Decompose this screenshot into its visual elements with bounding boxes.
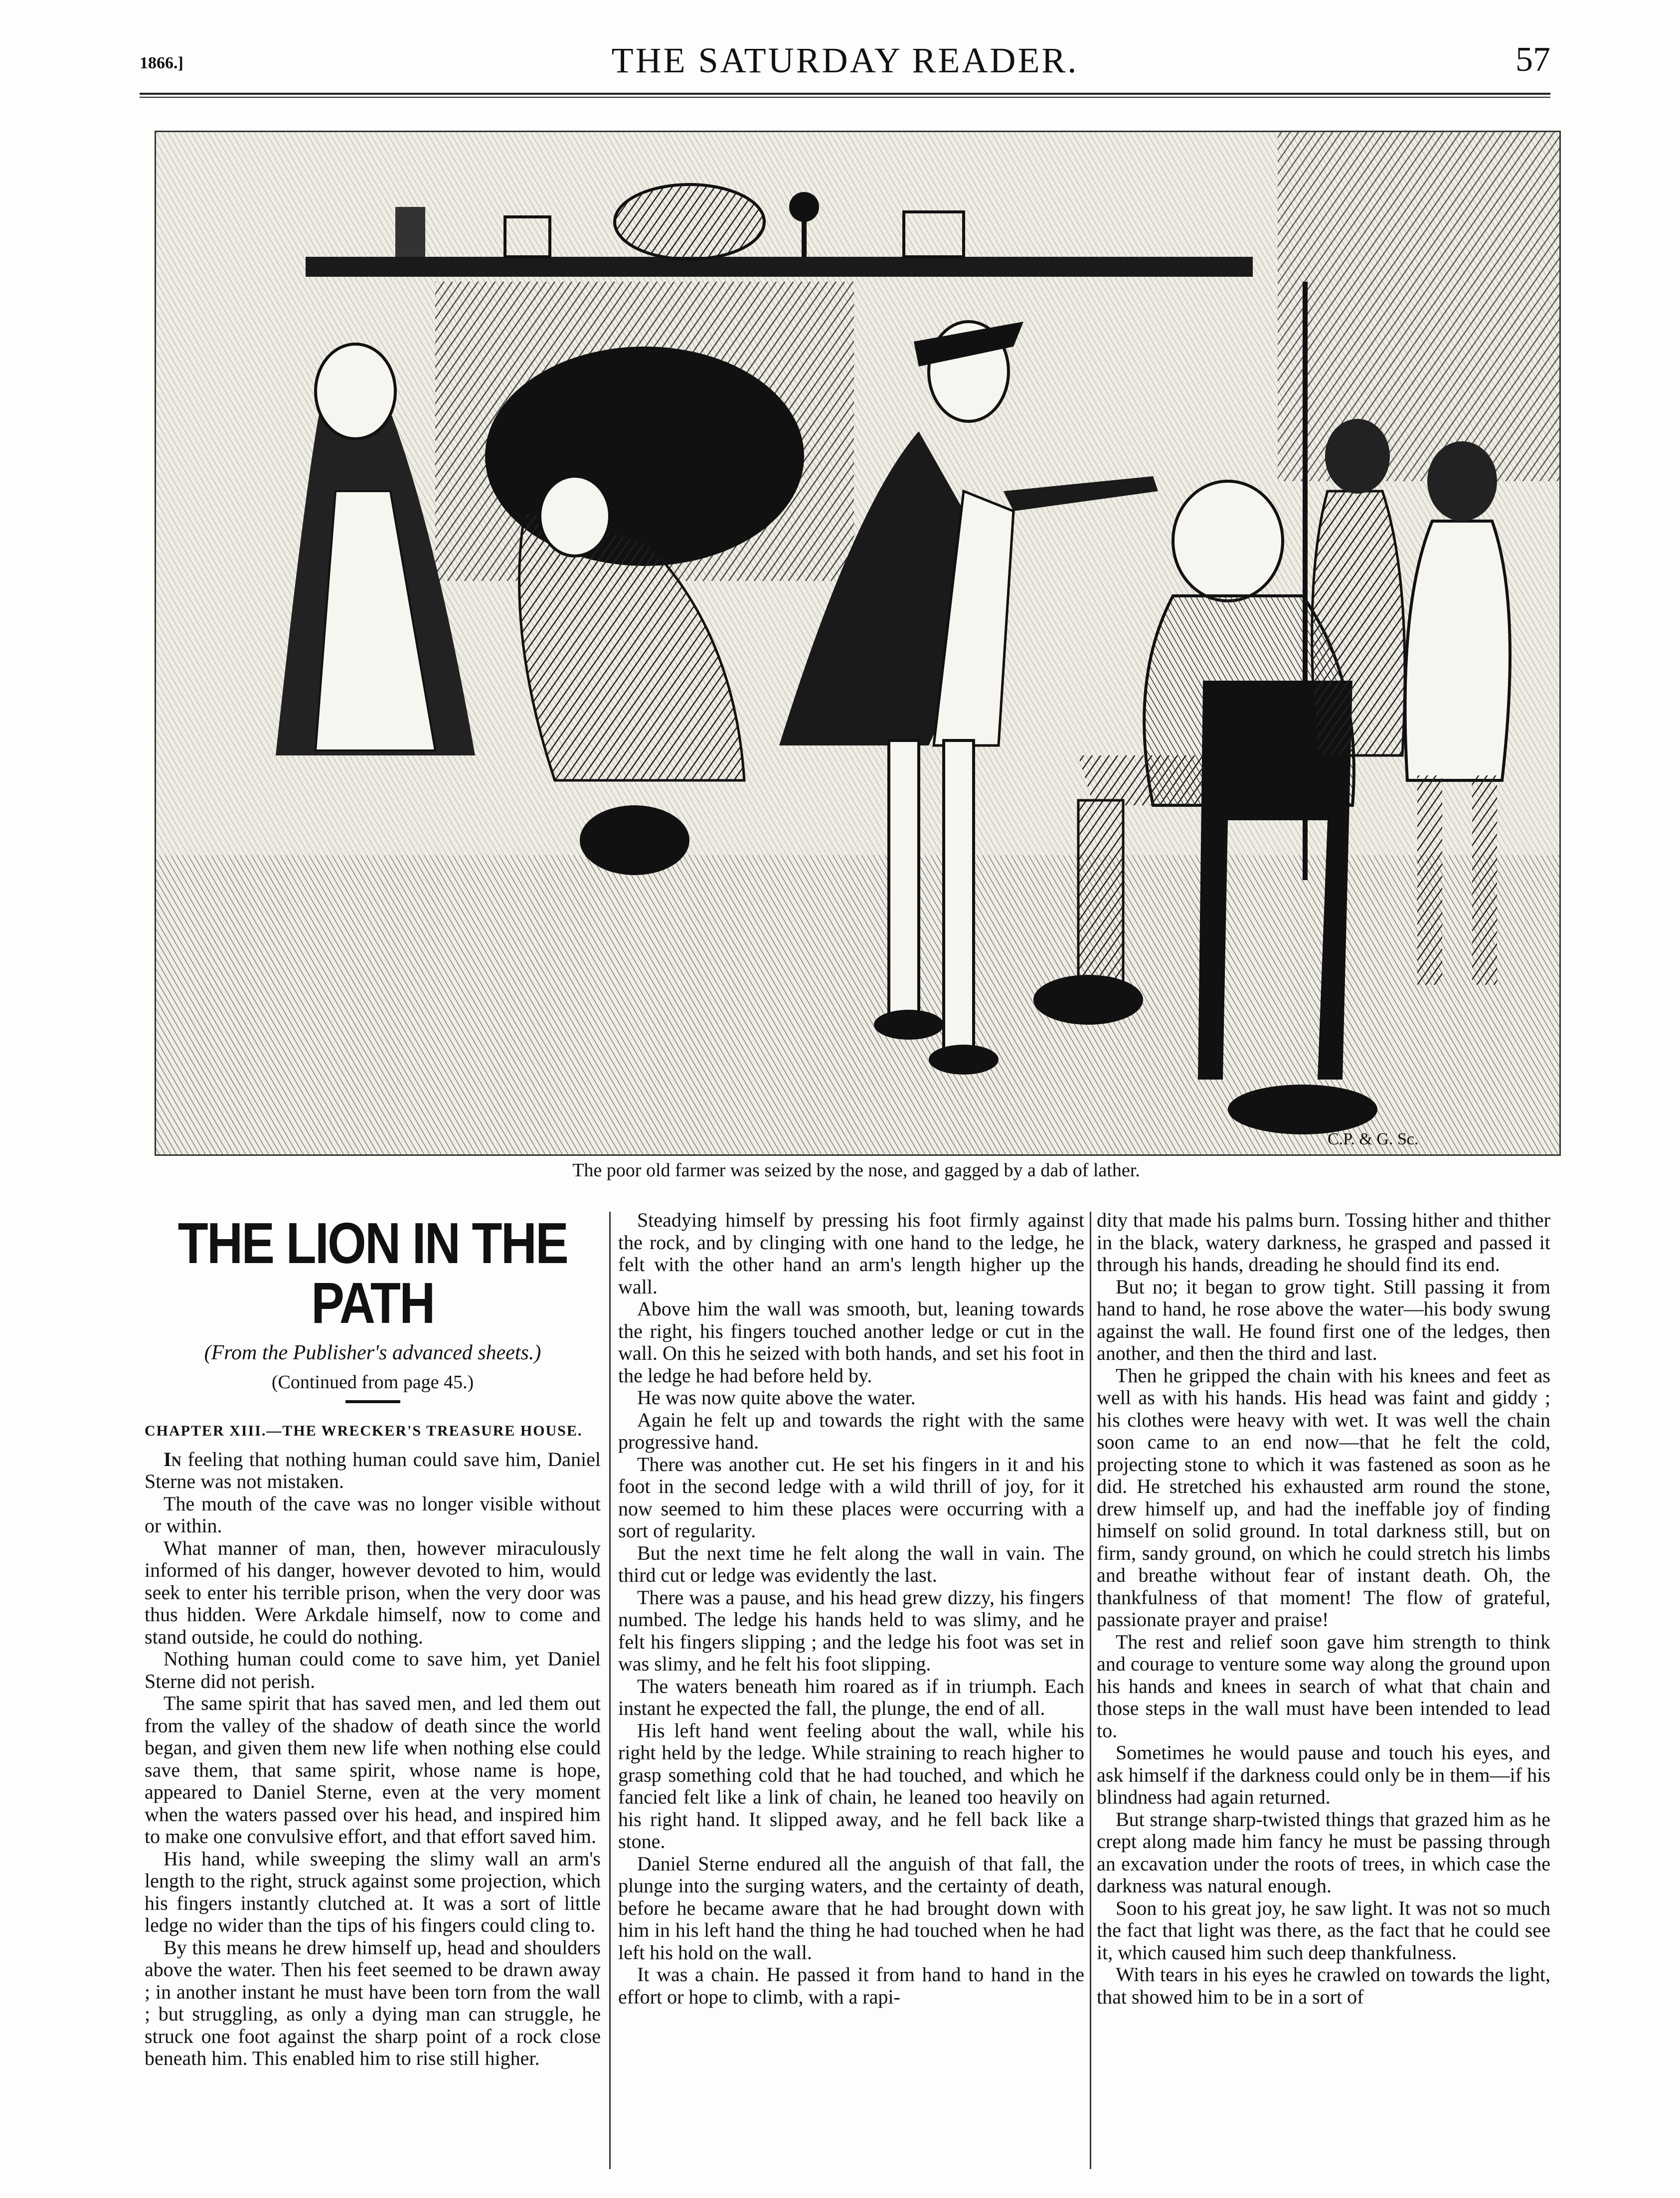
column-divider — [1090, 1212, 1091, 2169]
paragraph: He was now quite above the water. — [637, 1386, 916, 1409]
paragraph: Then he gripped the chain with his knees and feet as well as with his hands. His head was faint and giddy ; his clothes were heavy with wet. It was well the chain soon came to an end now—that he felt the cold, projecting stone to which it was fastened as soon as he did. He stretched his exhausted arm round the stone, drew himself up, and had the ineffable joy of finding himself on solid ground. In total darkness still, but on firm, sandy ground, on which he could stretch his limbs and breathe without fear of instant death. Oh, the thankfulness of that moment! The flow of grateful, passionate prayer and praise! — [1097, 1364, 1550, 1631]
farmer-head — [1173, 481, 1283, 601]
paragraph: But no; it began to grow tight. Still passing it from hand to hand, he rose above the water—his body swung against the wall. He found first one of the ledges, then another, and then the third and last. — [1097, 1275, 1550, 1364]
engraving-drawing — [156, 132, 1559, 1154]
paragraph: Soon to his great joy, he saw light. It was not so much the fact that light was there, as the fact that he could see it, which caused him such deep thankfulness. — [1097, 1896, 1550, 1964]
title-rule — [345, 1400, 400, 1403]
continued-note: (Continued from page 45.) — [271, 1371, 474, 1393]
paragraph: The rest and relief soon gave him strength to think and courage to venture some way along the ground upon his hands and knees in search of what that chain and those steps in the wall must have been intended to lead to. — [1097, 1630, 1550, 1742]
paragraph: Daniel Sterne endured all the anguish of that fall, the plunge into the surging waters, and the certainty of death, before he became aware that he had brought down with him in his left hand the thing he had touched when he had left his hold on the wall. — [618, 1852, 1084, 1964]
hat-on-floor — [1228, 1085, 1377, 1134]
paragraph: With tears in his eyes he crawled on towards the light, that showed him to be in a sort of — [1097, 1963, 1550, 2008]
paragraph: There was a pause, and his head grew dizzy, his fingers numbed. The ledge his hands held to was slimy, and he felt his fingers slipping ; and the ledge his foot was set in was slimy, and he felt his foot slipping. — [618, 1586, 1084, 1675]
article-column-1 — [145, 1209, 601, 2167]
paragraph: There was another cut. He set his fingers in it and his foot in the second ledge with a wild thrill of joy, for it now seemed to him these places were occurring with a sort of regularity. — [618, 1453, 1084, 1542]
engraving-illustration — [155, 131, 1561, 1156]
paragraph: Again he felt up and towards the right with the same progressive hand. — [618, 1408, 1084, 1453]
engraver-mark: C.P. & G. Sc. — [1328, 1130, 1419, 1148]
drop-word: In — [164, 1448, 181, 1470]
paragraph: It was a chain. He passed it from hand to hand in the effort or hope to climb, with a rapi- — [618, 1963, 1084, 2008]
paragraph: Nothing human could come to save him, yet Daniel Sterne did not perish. — [145, 1648, 601, 1692]
paragraph: What manner of man, then, however miraculously informed of his danger, however devoted to him, would seek to enter his terrible prison, when the very door was thus hidden. Were Arkdale himself, now to come and stand outside, he could do nothing. — [145, 1536, 601, 1648]
page-number: 57 — [1515, 40, 1550, 79]
paragraph: The same spirit that has saved men, and led them out from the valley of the shadow of death since the world began, and given them new life when nothing else could save them, that same spirit, whose name is hope, appeared to Daniel Sterne, even at the very moment when the waters passed over his head, and inspired him to make one convulsive effort, and that effort saved him. — [145, 1692, 601, 1847]
issue-date: 1866.] — [140, 54, 183, 72]
header-rule-thin — [140, 97, 1550, 98]
paragraph: In feeling that nothing human could save him, Daniel Sterne was not mistaken. — [145, 1448, 601, 1492]
story-title: THE LION IN THE PATH — [177, 1211, 568, 1335]
paragraph: The waters beneath him roared as if in triumph. Each instant he expected the fall, the plunge, the end of all. — [618, 1674, 1084, 1719]
paragraph: dity that made his palms burn. Tossing hither and thither in the black, watery darkness, he grasped and passed it through his hands, dreading he should find its end. — [1097, 1209, 1550, 1276]
basket — [615, 184, 764, 259]
illustration-caption: The poor old farmer was seized by the nose, and gagged by a dab of lather. — [572, 1160, 1140, 1181]
paragraph: The mouth of the cave was no longer visible without or within. — [145, 1492, 601, 1537]
mantel-shelf — [306, 257, 1253, 277]
paragraph: Steadying himself by pressing his foot firmly against the rock, and by clinging with one hand to the ledge, he felt with the other hand an arm's length higher up the wall. — [618, 1209, 1084, 1298]
article-column-3 — [1097, 1209, 1550, 2167]
article-column-2 — [618, 1209, 1084, 2167]
paragraph: By this means he drew himself up, head and shoulders above the water. Then his feet seemed to be drawn away ; in another instant he must have been torn from the wall ; but struggling, as only a dying man can struggle, he struck one foot against the sharp point of a rock close beneath him. This enabled him to rise still higher. — [145, 1936, 601, 2069]
dog — [580, 805, 689, 875]
paragraph: His left hand went feeling about the wall, while his right held by the ledge. While straining to reach higher to grasp something cold that he had touched, and which he fancied felt like a link of chain, he leaned too heavily on his right hand. It slipped away, and he fell back like a stone. — [618, 1719, 1084, 1852]
column-divider — [609, 1212, 611, 2169]
story-source: (From the Publisher's advanced sheets.) — [204, 1341, 541, 1364]
page-header — [140, 40, 1550, 95]
pitchfork — [1303, 282, 1308, 880]
paragraph: Sometimes he would pause and touch his eyes, and ask himself if the darkness could only be in them—if his blindness had again returned. — [1097, 1741, 1550, 1808]
paragraph: But strange sharp-twisted things that grazed him as he crept along made him fancy he must be passing through an excavation under the roots of trees, in which case the darkness was natural enough. — [1097, 1808, 1550, 1897]
jar — [395, 207, 425, 257]
paragraph: But the next time he felt along the wall in vain. The third cut or ledge was evidently the last. — [618, 1541, 1084, 1586]
paragraph: His hand, while sweeping the slimy wall an arm's length to the right, struck against some projection, which his fingers instantly clutched at. It was a sort of little ledge no wider than the tips of his fingers could cling to. — [145, 1847, 601, 1936]
publication-title: THE SATURDAY READER. — [611, 40, 1079, 80]
chapter-heading: CHAPTER XIII.—THE WRECKER'S TREASURE HOUSE. — [145, 1423, 583, 1439]
header-rule — [140, 93, 1550, 95]
paragraph: Above him the wall was smooth, but, leaning towards the right, his fingers touched another ledge or cut in the wall. On this he seized with both hands, and set his foot in the ledge he had before held by. — [618, 1297, 1084, 1387]
